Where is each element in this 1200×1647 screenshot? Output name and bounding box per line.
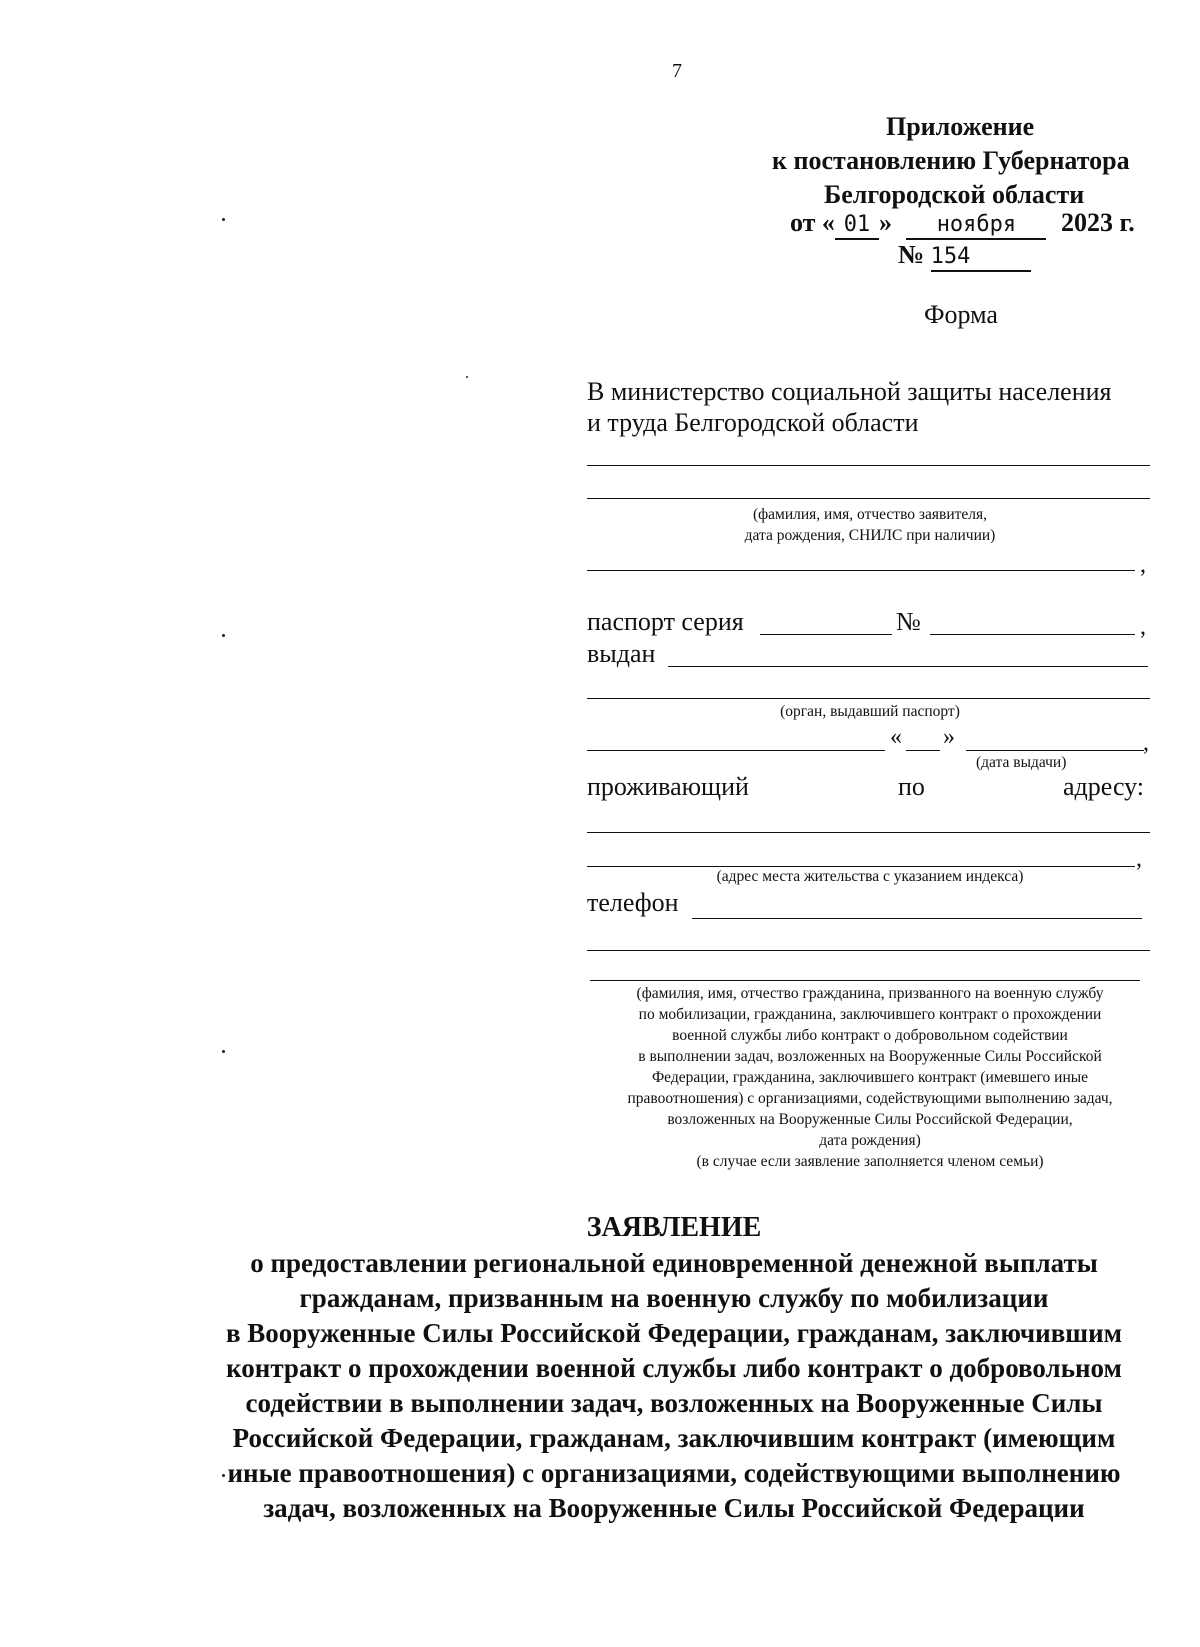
issue-date-caption: (дата выдачи) — [976, 754, 1067, 771]
issue-day-field[interactable] — [906, 750, 940, 751]
statement-title: ЗАЯВЛЕНИЕ — [586, 1212, 762, 1243]
statement-body — [0, 1246, 1200, 1526]
serviceman-name-line-1[interactable] — [587, 950, 1150, 951]
issued-by-field[interactable] — [668, 666, 1148, 667]
passport-number-field[interactable] — [930, 634, 1135, 635]
appendix-number — [898, 240, 1031, 272]
issuer-caption: (орган, выдавший паспорт) — [780, 703, 960, 720]
issue-date-close-quote: » — [943, 724, 955, 750]
applicant-caption-line-1: (фамилия, имя, отчество заявителя, — [752, 506, 988, 523]
date-close-quote: » — [878, 208, 892, 237]
form-label: Форма — [924, 300, 998, 329]
page-number: 7 — [672, 60, 682, 82]
scan-speck — [222, 1050, 225, 1053]
date-year: 2023 г. — [1060, 208, 1135, 237]
phone-field[interactable] — [692, 918, 1142, 919]
statement-line: задач, возложенных на Вооруженные Силы Российской Федерации — [263, 1493, 1085, 1523]
address-line-1[interactable] — [587, 832, 1150, 833]
scan-speck — [466, 376, 468, 378]
scan-speck — [222, 1474, 225, 1477]
issue-date-line[interactable] — [587, 750, 885, 751]
passport-series-label: паспорт серия — [587, 607, 744, 636]
passport-number-label: № — [896, 607, 921, 636]
serviceman-caption-line: (в случае если заявление заполняется членом семьи) — [696, 1153, 1044, 1170]
serviceman-caption-line: по мобилизации, гражданина, заключившего контракт о прохождении — [638, 1006, 1102, 1023]
address-caption: (адрес места жительства с указанием индекса) — [716, 868, 1024, 885]
addressee-line-1: В министерство социальной защиты населения — [587, 377, 1112, 406]
serviceman-caption-line: правоотношения) с организациями, содействующими выполнению задач, — [627, 1090, 1113, 1107]
serviceman-caption-line: дата рождения) — [819, 1132, 921, 1149]
comma: , — [1140, 552, 1146, 578]
serviceman-caption-line: возложенных на Вооруженные Силы Российской Федерации, — [667, 1111, 1073, 1128]
appendix-resolution: к постановлению Губернатора — [772, 146, 1130, 175]
scan-speck — [222, 218, 225, 221]
issue-month-year-field[interactable] — [966, 750, 1144, 751]
comma: , — [1140, 614, 1146, 640]
comma: , — [1136, 846, 1142, 872]
serviceman-caption-line: военной службы либо контракт о добровольном содействии — [672, 1027, 1068, 1044]
serviceman-caption-line: (фамилия, имя, отчество гражданина, призванного на военную службу — [636, 985, 1104, 1002]
applicant-name-line-1[interactable] — [587, 465, 1150, 466]
addressee-line-2: и труда Белгородской области — [587, 408, 919, 437]
comma: , — [1143, 730, 1149, 756]
statement-line: содействии в выполнении задач, возложенных на Вооруженные Силы — [245, 1388, 1103, 1418]
applicant-details-line[interactable] — [587, 570, 1135, 571]
residing-word-3: адресу: — [1063, 772, 1145, 801]
issued-label: выдан — [587, 639, 656, 668]
statement-line: контракт о прохождении военной службы либо контракт о добровольном — [226, 1353, 1122, 1383]
residing-word-2: по — [898, 772, 925, 801]
appendix-date — [790, 208, 1135, 240]
statement-line: Российской Федерации, гражданам, заключившим контракт (имеющим — [232, 1423, 1116, 1453]
date-prefix: от « — [790, 208, 835, 237]
issue-date-open-quote: « — [890, 724, 902, 750]
number-value: 154 — [931, 244, 1031, 272]
serviceman-caption — [585, 983, 1155, 1172]
passport-series-field[interactable] — [760, 634, 892, 635]
serviceman-caption-line: Федерации, гражданина, заключившего контракт (имевшего иные — [651, 1069, 1089, 1086]
statement-line: иные правоотношения) с организациями, содействующими выполнению — [227, 1458, 1121, 1488]
applicant-caption-line-2: дата рождения, СНИЛС при наличии) — [744, 527, 996, 544]
date-month: ноября — [906, 212, 1046, 240]
issued-by-field-2[interactable] — [587, 698, 1150, 699]
residing-word-1: проживающий — [587, 772, 749, 801]
appendix-title: Приложение — [886, 112, 1035, 141]
serviceman-caption-line: в выполнении задач, возложенных на Вооруженные Силы Российской — [638, 1048, 1102, 1065]
applicant-name-line-2[interactable] — [587, 498, 1150, 499]
scan-speck — [222, 634, 225, 637]
serviceman-name-line-2[interactable] — [590, 980, 1140, 981]
applicant-caption — [700, 504, 1040, 546]
number-sign: № — [898, 240, 925, 269]
appendix-region: Белгородской области — [824, 180, 1085, 209]
date-day: 01 — [835, 212, 879, 240]
statement-line: о предоставлении региональной единовременной денежной выплаты — [250, 1248, 1098, 1278]
statement-line: в Вооруженные Силы Российской Федерации, гражданам, заключившим — [225, 1318, 1123, 1348]
statement-line: гражданам, призванным на военную службу по мобилизации — [299, 1283, 1049, 1313]
phone-label: телефон — [587, 888, 679, 917]
